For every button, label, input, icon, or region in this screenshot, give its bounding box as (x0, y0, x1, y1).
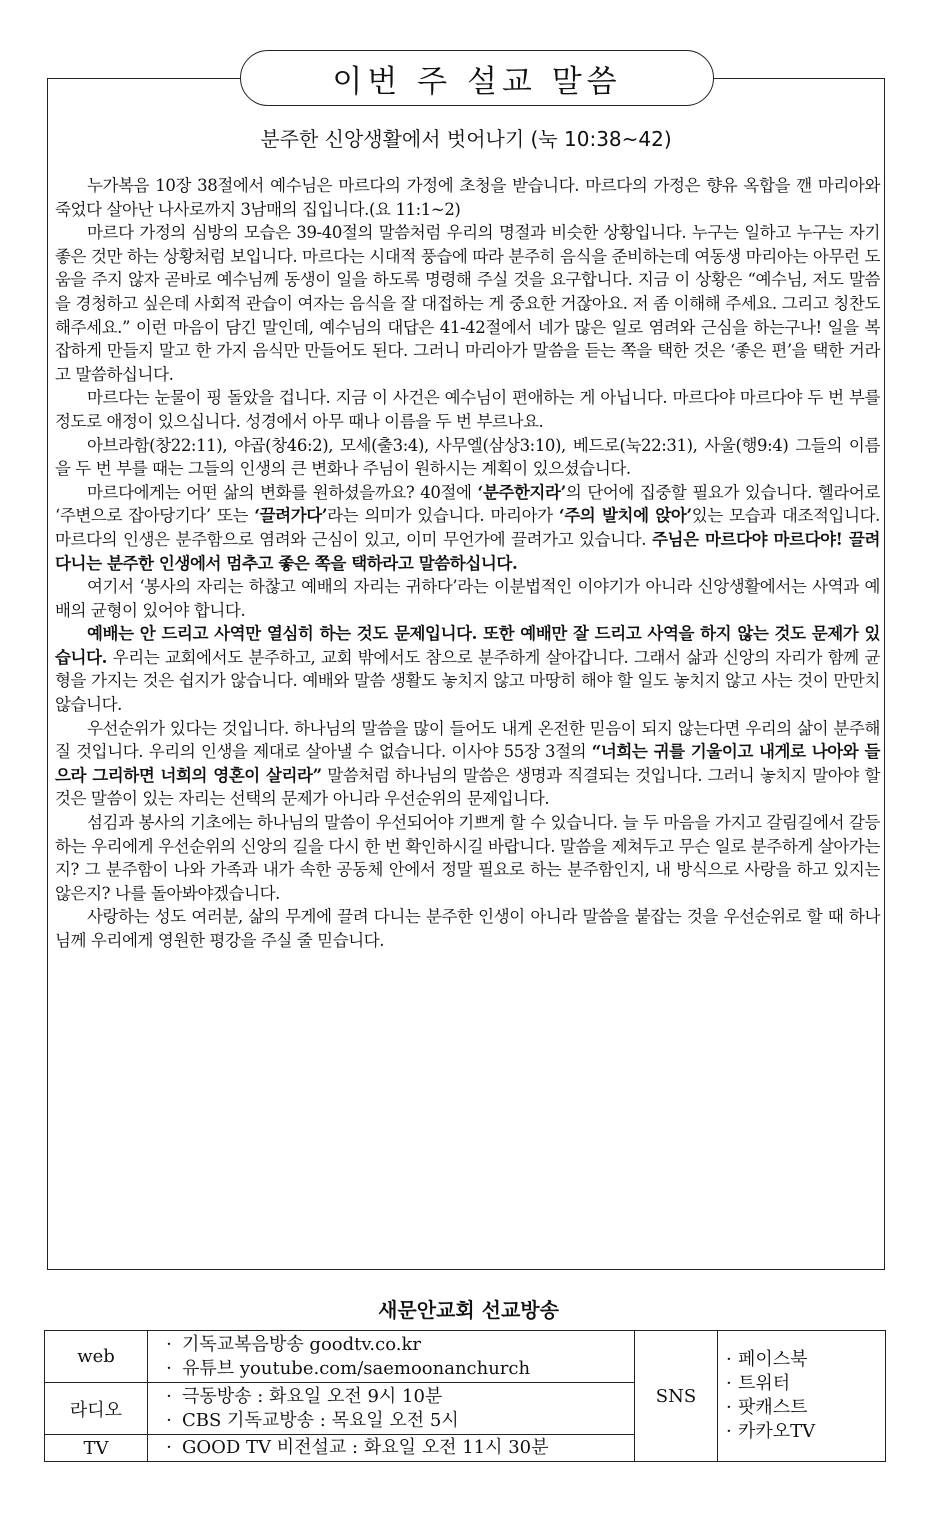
tv-item-goodtv: · GOOD TV 비전설교 : 화요일 오전 11시 30분 (156, 1436, 626, 1460)
radio-item-cbs: · CBS 기독교방송 : 목요일 오전 5시 (156, 1409, 626, 1433)
p8-text-a: 우선순위가 있다는 것입니다. 하나님의 말씀을 많이 들어도 내게 온전한 믿음이 되지 않는다면 우리의 삶이 분주해질 것입니다. 우리의 인생을 제대로 살아낼 수 없습니다. 이사야 55장 3절의 (55, 718, 880, 762)
sns-item-kakaotv: · 카카오TV (726, 1420, 877, 1444)
tv-list (148, 1435, 635, 1462)
paragraph-9: 섬김과 봉사의 기초에는 하나님의 말씀이 우선되어야 기쁘게 할 수 있습니다. 늘 두 마음을 가지고 갈림길에서 갈등하는 우리에게 우선순위의 신앙의 길을 다시 한 번 확인하시길 바랍니다. 말씀을 제쳐두고 무슨 일로 분주하게 살아가는지? 그 분주함이 나와 가족과 내가 속한 공동체 안에서 정말 필요로 하는 분주함인지, 내 방식으로 사랑을 하고 있지는 않은지? 나를 돌아봐야겠습니다. (55, 813, 880, 903)
radio-item-febc: · 극동방송 : 화요일 오전 9시 10분 (156, 1385, 626, 1409)
p8-text-c: 말씀처럼 하나님의 말씀은 생명과 직결되는 것입니다. 그러니 놓치지 말아야 할 것은 말씀이 있는 자리는 선택의 문제가 아니라 우선순위의 문제입니다. (55, 765, 880, 809)
p5-text-a: 마르다에게는 어떤 삶의 변화를 원하셨을까요? 40절에 (87, 482, 478, 502)
web-label: web (45, 1331, 148, 1383)
web-list (148, 1331, 635, 1383)
sermon-body (55, 174, 880, 953)
paragraph-4: 아브라함(창22:11), 야곱(창46:2), 모세(출3:4), 사무엘(삼상3:10), 베드로(눅22:31), 사울(행9:4) 그들의 이름을 두 번 부를 때는 그들의 인생의 큰 변화나 주님이 원하시는 계획이 있으셨습니다. (55, 435, 880, 479)
paragraph-2: 마르다 가정의 심방의 모습은 39-40절의 말씀처럼 우리의 명절과 비슷한 상황입니다. 누구는 일하고 누구는 자기 좋은 것만 하는 상황처럼 보입니다. 마르다는 시대적 풍습에 따라 분주히 음식을 준비하는데 여동생 마리아는 아무런 도움을 주지 않자 곧바로 예수님께 동생이 일을 하도록 명령해 주실 것을 요구합니다. 지금 이 상황은 “예수님, 저도 말씀을 경청하고 싶은데 사회적 관습이 여자는 음식을 잘 대접하는 게 중요한 거잖아요. 저 좀 이해해 주세요. 그리고 칭찬도 해주세요.” 이런 마음이 담긴 말인데, 예수님의 대답은 41-42절에서 네가 많은 일로 염려와 근심을 하는구나! 일을 복잡하게 만들지 말고 한 가지 음식만 만들어도 된다. 그러니 마리아가 말씀을 듣는 쪽을 택한 것은 ‘좋은 편’을 택한 거라고 말씀하십니다. (55, 223, 880, 384)
paragraph-7 (55, 622, 880, 716)
web-item-goodtv: · 기독교복음방송 goodtv.co.kr (156, 1333, 626, 1357)
tv-label: TV (45, 1435, 148, 1462)
paragraph-1: 누가복음 10장 38절에서 예수님은 마르다의 가정에 초청을 받습니다. 마르다의 가정은 향유 옥합을 깬 마리아와 죽었다 살아난 나사로까지 3남매의 집입니다.(요 11:1~2) (55, 176, 880, 219)
table-row (45, 1331, 886, 1383)
paragraph-3: 마르다는 눈물이 핑 돌았을 겁니다. 지금 이 사건은 예수님이 편애하는 게 아닙니다. 마르다야 마르다야 두 번 부를 정도로 애정이 있으십니다. 성경에서 아무 때나 이름을 두 번 부르나요. (55, 388, 880, 431)
paragraph-8 (55, 717, 880, 811)
sns-list (718, 1331, 886, 1462)
banner-title: 이번 주 설교 말씀 (332, 63, 622, 100)
web-item-youtube: · 유튜브 youtube.com/saemoonanchurch (156, 1357, 626, 1381)
paragraph-10: 사랑하는 성도 여러분, 삶의 무게에 끌려 다니는 분주한 인생이 아니라 말씀을 붙잡는 것을 우선순위로 할 때 하나님께 우리에게 영원한 평강을 주실 줄 믿습니다. (55, 907, 880, 950)
p5-text-c: 의 단어에 집중할 필요가 있습니다. 헬라어로 ‘주변으로 잡아당기다’ 또는 (55, 482, 880, 526)
p5-emphasis-bunju: ‘분주한지라’ (477, 482, 566, 502)
radio-label: 라디오 (45, 1383, 148, 1435)
sns-item-podcast: · 팟캐스트 (726, 1396, 877, 1420)
p5-emphasis-kkeullyeo: ‘끌려가다’ (254, 506, 328, 526)
p5-emphasis-closing: 주님은 마르다야 마르다야! 끌려 다니는 분주한 인생에서 멈추고 좋은 쪽을 택하라고 말씀하십니다. (55, 529, 880, 573)
banner (240, 50, 714, 106)
sns-label: SNS (635, 1331, 718, 1462)
p5-text-e: 라는 의미가 있습니다. 마리아가 (327, 506, 559, 526)
p5-emphasis-balchi: ‘주의 발치에 앉아’ (558, 506, 692, 526)
p8-emphasis-quote: “너희는 귀를 기울이고 내게로 나아와 들으라 그리하면 너희의 영혼이 살리라” (55, 742, 880, 785)
sermon-title: 분주한 신앙생활에서 벗어나기 (눅 10:38~42) (260, 127, 672, 151)
sns-item-facebook: · 페이스북 (726, 1348, 877, 1372)
paragraph-6: 여기서 ‘봉사의 자리는 하찮고 예배의 자리는 귀하다’라는 이분법적인 이야기가 아니라 신앙생활에서는 사역과 예배의 균형이 있어야 합니다. (55, 577, 880, 620)
broadcast-title: 새문안교회 선교방송 (378, 1298, 559, 1322)
sns-item-twitter: · 트위터 (726, 1372, 877, 1396)
radio-list (148, 1383, 635, 1435)
p7-text: 우리는 교회에서도 분주하고, 교회 밖에서도 참으로 분주하게 살아갑니다. 그래서 삶과 신앙의 자리가 함께 균형을 가지는 것은 쉽지가 않습니다. 예배와 말씀 생활도 놓치지 않고 마땅히 해야 할 일도 놓치지 않고 사는 것이 만만치 않습니다. (55, 647, 880, 715)
p7-emphasis: 예배는 안 드리고 사역만 열심히 하는 것도 문제입니다. 또한 예배만 잘 드리고 사역을 하지 않는 것도 문제가 있습니다. (55, 624, 880, 667)
p5-text-g: 있는 모습과 대조적입니다. 마르다의 인생은 분주함으로 염려와 근심이 있고, 이미 무언가에 끌려가고 있습니다. (55, 506, 880, 549)
paragraph-5 (55, 481, 880, 575)
broadcast-table (44, 1330, 886, 1462)
